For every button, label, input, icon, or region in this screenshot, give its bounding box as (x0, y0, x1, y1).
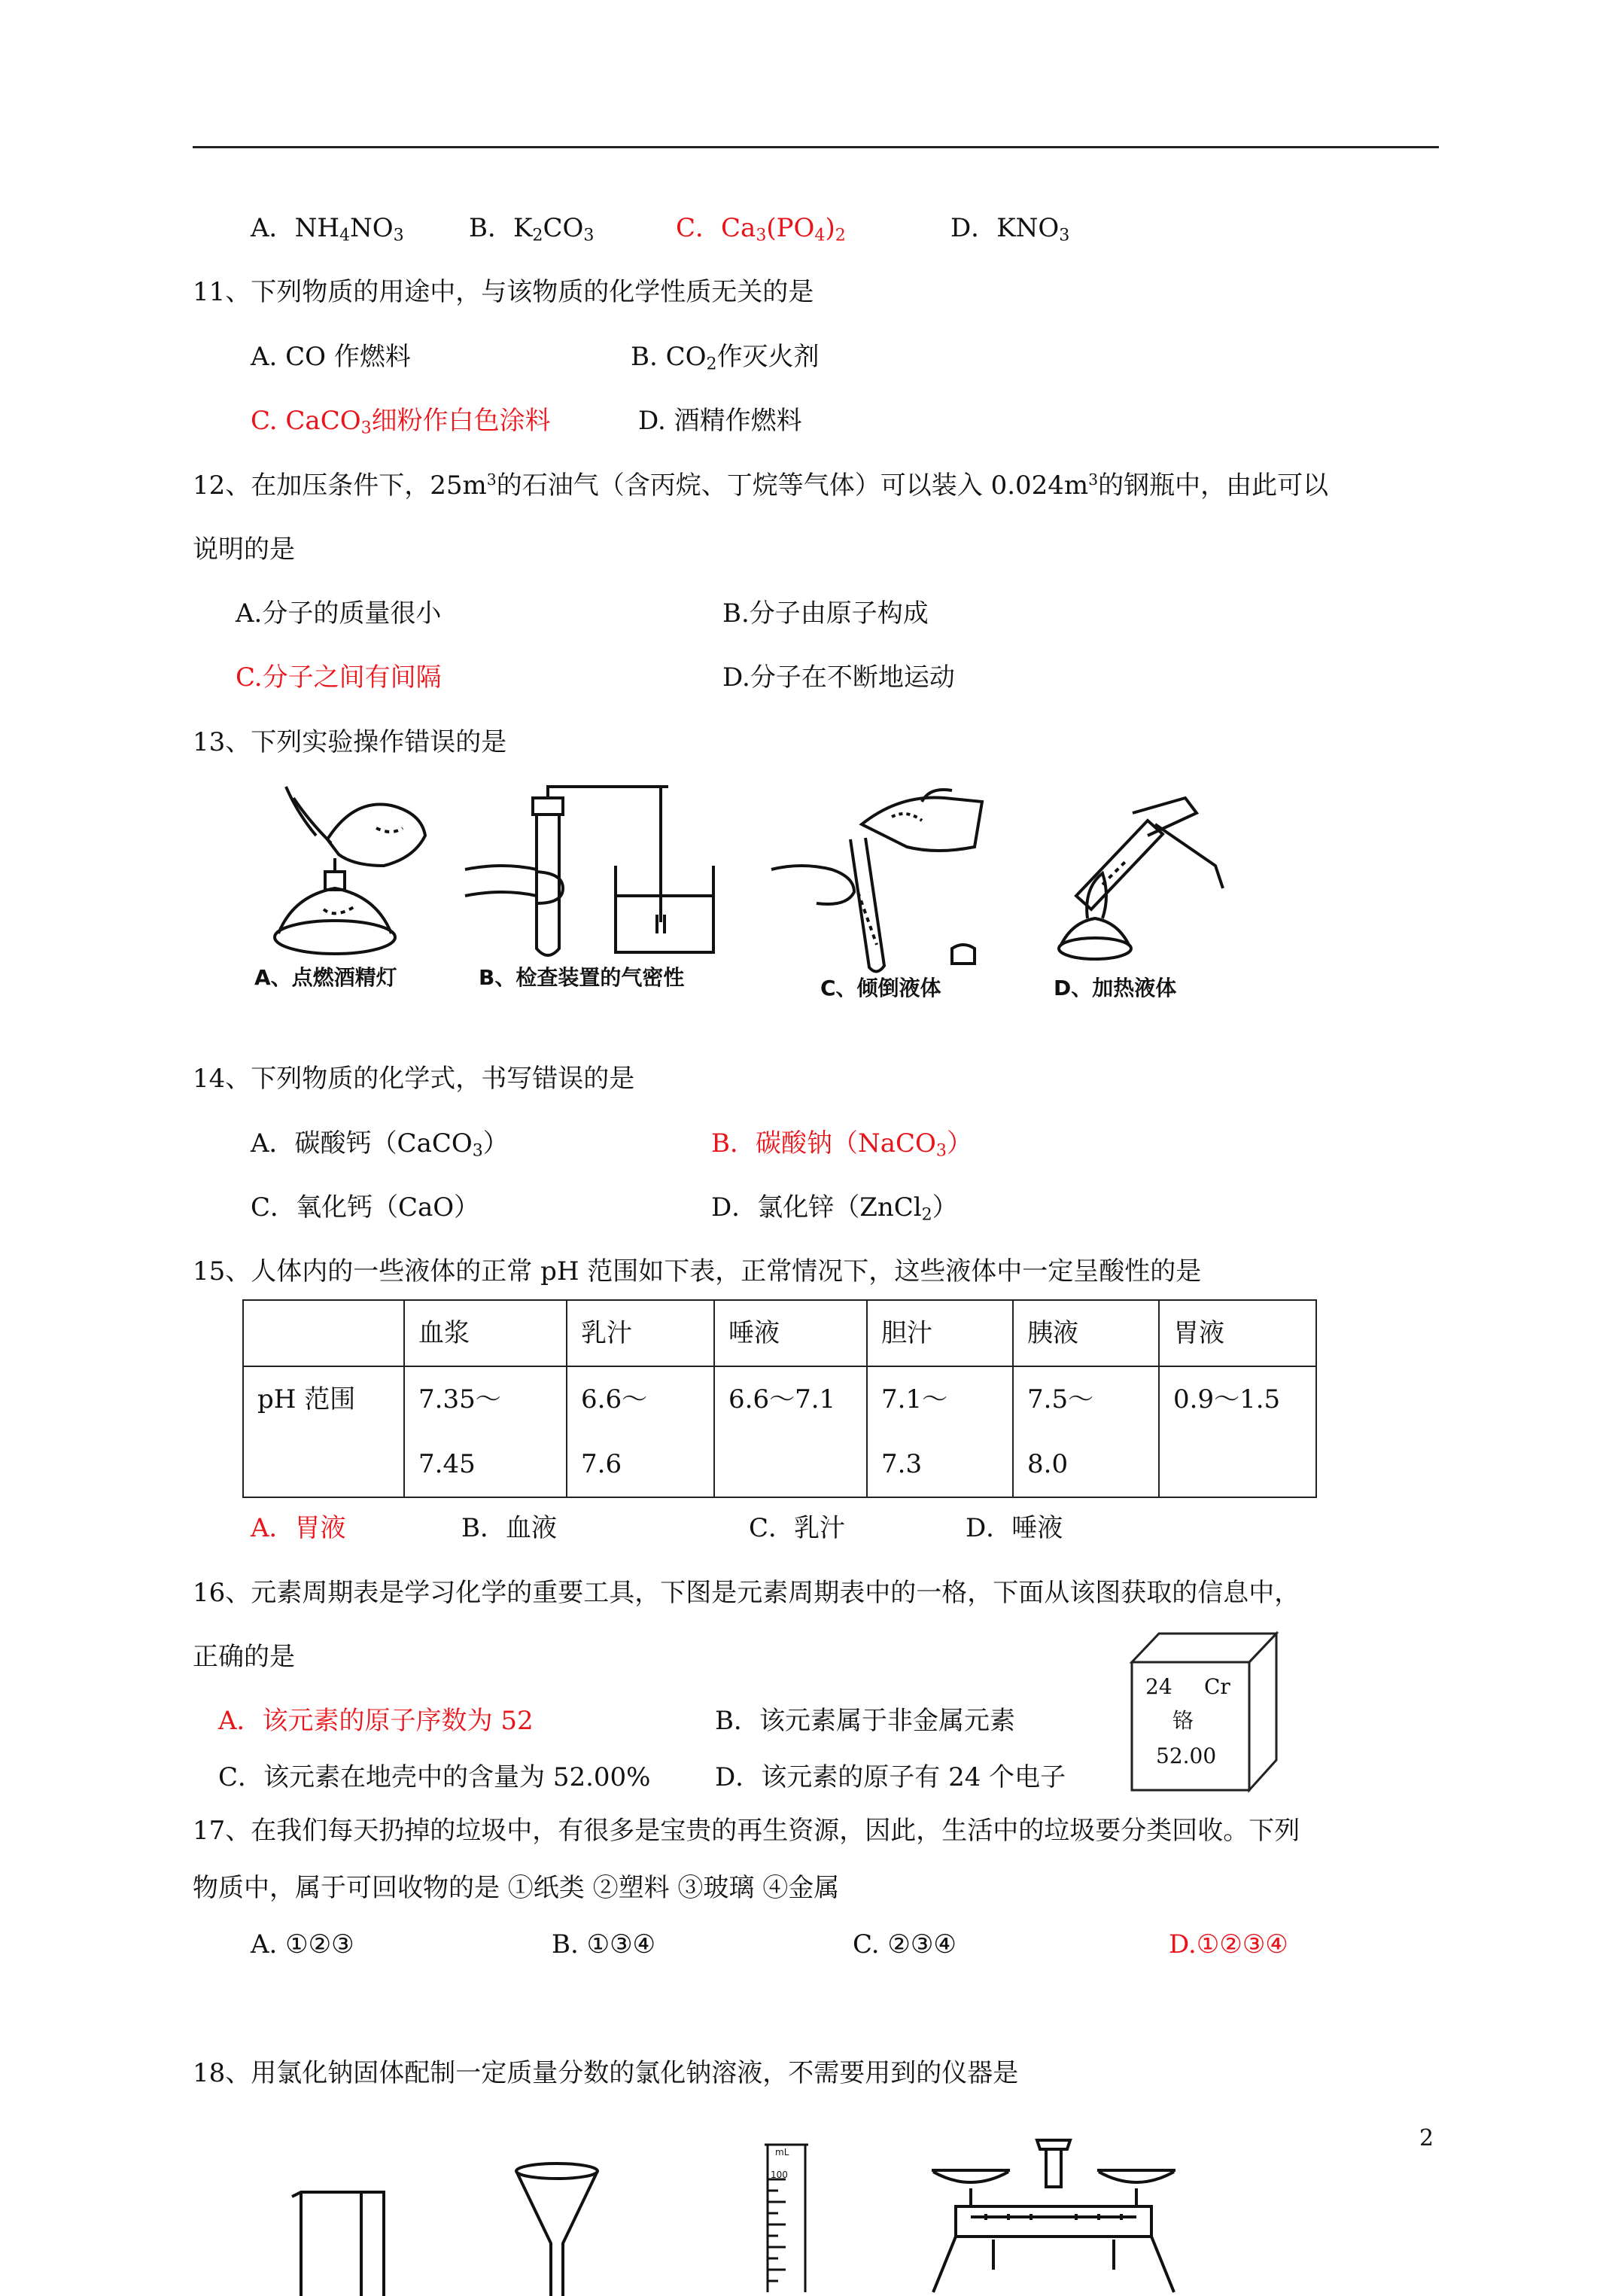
pouring-liquid-figure (771, 779, 990, 990)
q10-option-a: A．$NH_4NO_3$ (251, 213, 404, 245)
q17-option-a: A. ①②③ (251, 1929, 354, 1960)
q17-option-b: B. ①③④ (552, 1929, 656, 1960)
table-header-cell: 乳汁 (567, 1300, 714, 1366)
q12-option-b: B.分子由原子构成 (722, 598, 929, 629)
q16-stem-line1: 16、元素周期表是学习化学的重要工具，下图是元素周期表中的一格，下面从该图获取的信息中， (193, 1578, 1300, 1608)
q16-option-a-answer: A．该元素的原子序数为 52 (218, 1706, 534, 1736)
q12-option-a: A.分子的质量很小 (236, 598, 442, 629)
q10-option-b: B．$K_2CO_3$ (469, 213, 595, 245)
q10-option-d: D．$KNO_3$ (950, 213, 1070, 245)
element-atomic-mass: 52.00 (1156, 1743, 1217, 1768)
q15-option-d: D．唾液 (966, 1513, 1063, 1543)
table-header-cell: 胃液 (1159, 1300, 1316, 1366)
q16-stem-line2: 正确的是 (193, 1642, 295, 1672)
q15-option-a-answer: A．胃液 (251, 1513, 346, 1543)
q11-option-a: A. CO 作燃料 (251, 342, 411, 372)
element-name: 铬 (1172, 1708, 1194, 1733)
q17-option-d-answer: D.①②③④ (1169, 1929, 1288, 1960)
q13-label-a: A、点燃酒精灯 (254, 965, 397, 990)
q14-option-c: C．氧化钙（CaO） (251, 1192, 480, 1223)
q17-stem-line1: 17、在我们每天扔掉的垃圾中，有很多是宝贵的再生资源，因此，生活中的垃圾要分类回收。下列 (193, 1816, 1300, 1846)
table-header-cell: 血浆 (404, 1300, 567, 1366)
alcohol-lamp-lighting-figure (263, 783, 436, 979)
periodic-cell-frame (1129, 1631, 1279, 1793)
q14-stem: 14、下列物质的化学式，书写错误的是 (193, 1064, 635, 1094)
beaker-figure (286, 2191, 399, 2296)
header-rule (193, 146, 1439, 148)
q16-option-c: C．该元素在地壳中的含量为 52.00% (218, 1762, 651, 1792)
q11-option-c-answer: C. CaCO$_3$细粉作白色涂料 (251, 406, 551, 438)
q13-label-b: B、检查装置的气密性 (479, 965, 685, 990)
table-header-cell: 胰液 (1013, 1300, 1159, 1366)
graduated-cylinder-figure (760, 2142, 813, 2292)
q16-option-b: B．该元素属于非金属元素 (715, 1706, 1015, 1736)
q11-option-d: D. 酒精作燃料 (638, 406, 802, 436)
table-header-cell: 唾液 (714, 1300, 867, 1366)
periodic-table-cell (1129, 1631, 1279, 1793)
table-header-row (243, 1300, 1316, 1366)
q12-option-d: D.分子在不断地运动 (722, 662, 955, 693)
table-header-cell: 胆汁 (867, 1300, 1013, 1366)
table-cell: 6.6～7.1 (714, 1366, 867, 1497)
page-number: 2 (1419, 2125, 1434, 2151)
cylinder-tick-label: 100 (771, 2170, 788, 2180)
table-cell: 7.5～ 8.0 (1013, 1366, 1159, 1497)
ph-range-table (242, 1299, 1317, 1498)
airtightness-check-figure (465, 783, 744, 964)
q12-stem-line1: 12、在加压条件下，$25m^3$的石油气（含丙烷、丁烷等气体）可以装入 $0.024m^3$的钢瓶中，由此可以 (193, 470, 1329, 501)
element-symbol: Cr (1204, 1674, 1230, 1699)
q17-stem-line2: 物质中，属于可回收物的是 ①纸类 ②塑料 ③玻璃 ④金属 (193, 1873, 840, 1903)
table-row-label: pH 范围 (243, 1366, 404, 1497)
q11-option-b: B. $CO_2$作灭火剂 (631, 342, 820, 374)
q13-label-c: C、倾倒液体 (820, 976, 941, 1000)
q15-option-c: C．乳汁 (749, 1513, 846, 1543)
q14-option-a: A．碳酸钙（CaCO$_3$） (251, 1128, 509, 1161)
q10-option-c-answer: C．$Ca_3(PO_4)_2$ (676, 213, 846, 245)
q13-stem: 13、下列实验操作错误的是 (193, 727, 507, 757)
element-atomic-number: 24 (1145, 1674, 1172, 1699)
q17-option-c: C. ②③④ (853, 1929, 957, 1960)
q12-stem-line2: 说明的是 (193, 534, 295, 565)
funnel-figure (512, 2160, 602, 2296)
q16-option-d: D．该元素的原子有 24 个电子 (715, 1762, 1066, 1792)
heating-liquid-figure (1035, 790, 1230, 971)
table-cell: 7.1～ 7.3 (867, 1366, 1013, 1497)
q15-stem: 15、人体内的一些液体的正常 pH 范围如下表，正常情况下，这些液体中一定呈酸性的是 (193, 1256, 1202, 1287)
table-row (243, 1366, 1316, 1497)
q12-option-c-answer: C.分子之间有间隔 (236, 662, 442, 693)
q18-stem: 18、用氯化钠固体配制一定质量分数的氯化钠溶液，不需要用到的仪器是 (193, 2058, 1019, 2088)
q11-stem: 11、下列物质的用途中，与该物质的化学性质无关的是 (193, 277, 814, 307)
q15-option-b: B．血液 (461, 1513, 557, 1543)
table-cell: 0.9～1.5 (1159, 1366, 1316, 1497)
table-cell: 7.35～ 7.45 (404, 1366, 567, 1497)
q14-option-d: D．氯化锌（ZnCl$_2$） (711, 1192, 958, 1225)
q13-label-d: D、加热液体 (1054, 976, 1177, 1000)
balance-scale-figure (926, 2134, 1182, 2292)
table-cell: 6.6～ 7.6 (567, 1366, 714, 1497)
table-header-cell (243, 1300, 404, 1366)
q14-option-b-answer: B．碳酸钠（NaCO$_3$） (711, 1128, 972, 1161)
cylinder-unit-label: mL (775, 2147, 789, 2157)
